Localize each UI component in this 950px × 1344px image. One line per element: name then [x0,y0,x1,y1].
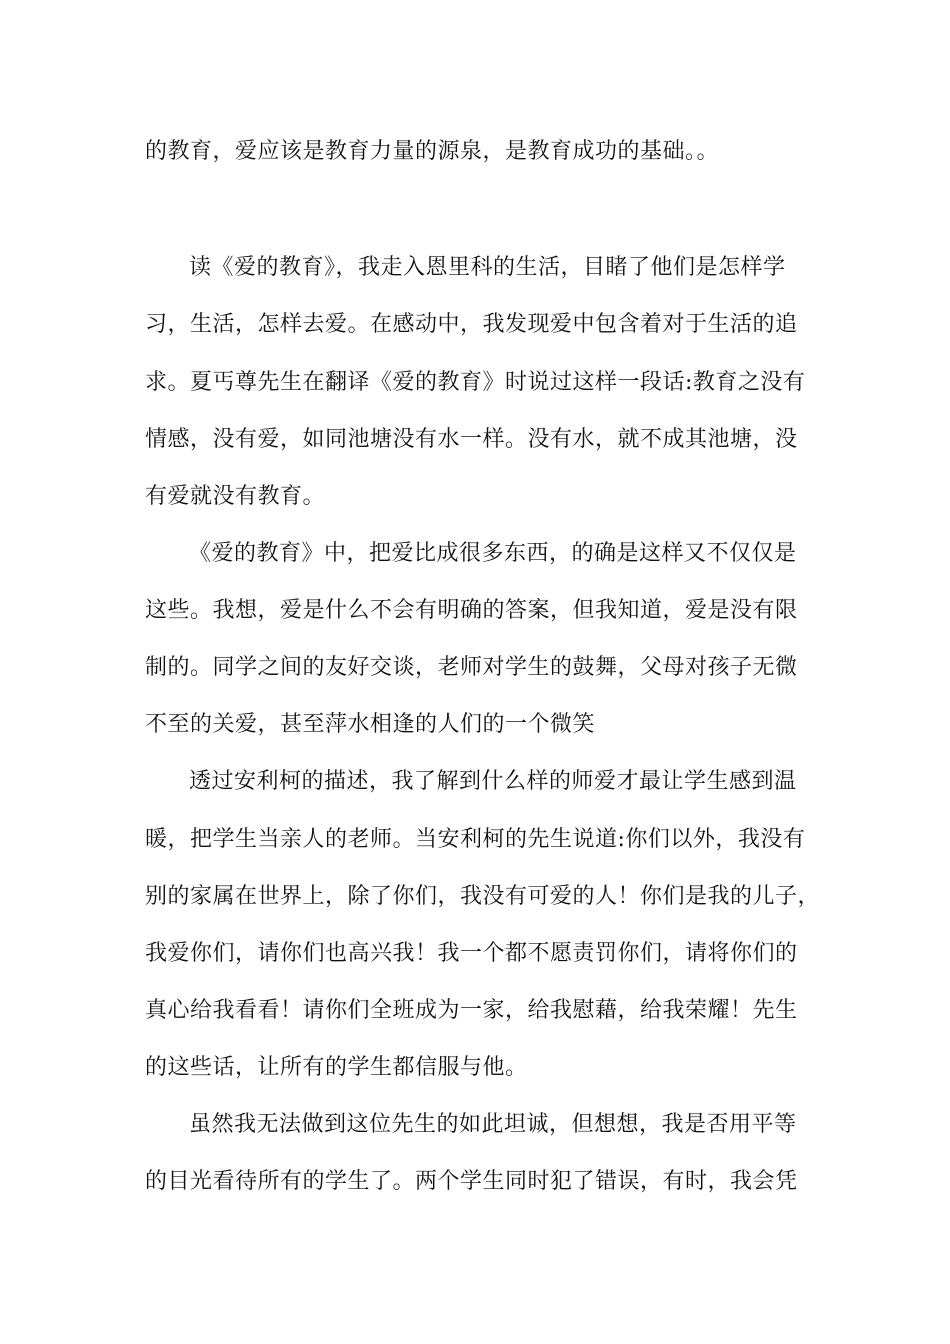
paragraph-3-line-4: 我爱你们，请你们也高兴我！我一个都不愿责罚你们，请将你们的 [145,941,798,966]
paragraph-2-line-3: 制的。同学之间的友好交谈，老师对学生的鼓舞，父母对孩子无微 [145,655,798,680]
paragraph-2-line-4: 不至的关爱，甚至萍水相逢的人们的一个微笑 [145,712,596,737]
paragraph-1-line-3: 求。夏丐尊先生在翻译《爱的教育》时说过这样一段话:教育之没有 [145,370,806,395]
paragraph-4-line-1: 虽然我无法做到这位先生的如此坦诚，但想想，我是否用平等 [189,1112,797,1137]
paragraph-4-line-2: 的目光看待所有的学生了。两个学生同时犯了错误，有时，我会凭 [145,1169,798,1194]
paragraph-1-line-5: 有爱就没有教育。 [145,484,326,509]
paragraph-1-line-2: 习，生活，怎样去爱。在感动中，我发现爱中包含着对于生活的追 [145,312,798,337]
paragraph-0-line-1: 的教育，爱应该是教育力量的源泉，是教育成功的基础。。 [145,139,720,164]
paragraph-3-line-3: 别的家属在世界上，除了你们，我没有可爱的人！你们是我的儿子， [145,884,821,909]
paragraph-3-line-5: 真心给我看看！请你们全班成为一家，给我慰藉，给我荣耀！先生 [145,998,798,1023]
paragraph-2-line-2: 这些。我想，爱是什么不会有明确的答案，但我知道，爱是没有限 [145,598,798,623]
paragraph-3-line-1: 透过安利柯的描述，我了解到什么样的师爱才最让学生感到温 [189,769,797,794]
paragraph-1-line-4: 情感，没有爱，如同池塘没有水一样。没有水，就不成其池塘，没 [145,427,798,452]
paragraph-1-line-1: 读《爱的教育》，我走入恩里科的生活，目睹了他们是怎样学 [189,255,786,280]
paragraph-3-line-2: 暖，把学生当亲人的老师。当安利柯的先生说道:你们以外，我没有 [145,827,806,852]
paragraph-3-line-6: 的这些话，让所有的学生都信服与他。 [145,1055,528,1080]
paragraph-2-line-1: 《爱的教育》中，把爱比成很多东西，的确是这样又不仅仅是 [189,541,797,566]
